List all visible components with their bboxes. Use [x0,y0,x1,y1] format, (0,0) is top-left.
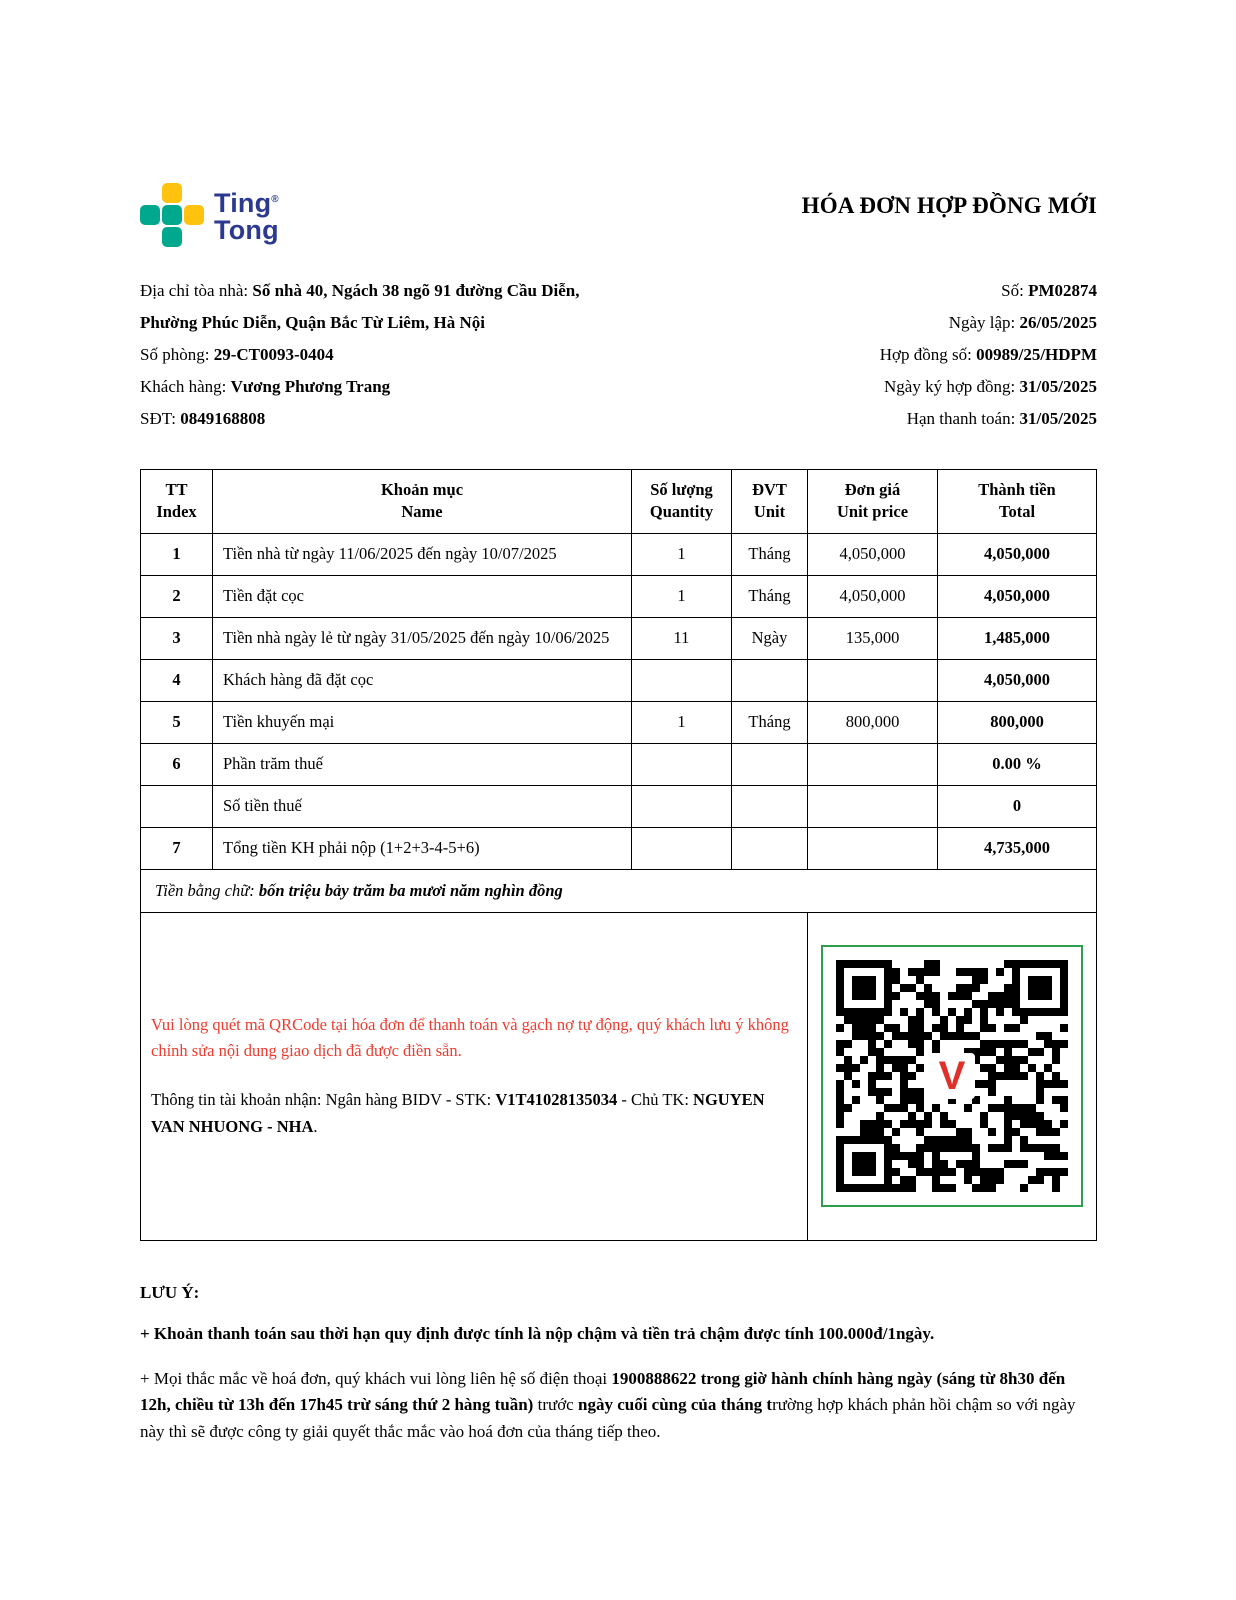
logo-tong: Tong [214,215,279,245]
account-prefix: Thông tin tài khoản nhận: Ngân hàng BIDV - STK: [151,1090,496,1110]
hotline-note-part2: trước [533,1395,578,1415]
cell-total: 4,050,000 [938,575,1097,617]
table-row [141,827,1097,869]
cell-tt: 7 [141,827,213,869]
room-value: 29-CT0093-0404 [213,345,334,364]
header-name: Khoản mục Name [213,470,632,534]
logo-ting: Ting® [214,188,279,218]
cell-tt: 6 [141,743,213,785]
logo-square-yellow-right [184,205,204,225]
cell-total: 4,735,000 [938,827,1097,869]
cell-unit: Tháng [732,701,808,743]
issue-date-value: 26/05/2025 [1019,313,1097,332]
cell-tt [141,785,213,827]
cell-tt: 2 [141,575,213,617]
cell-name: Tiền đặt cọc [213,575,632,617]
address-label: Địa chỉ tòa nhà: [140,281,253,300]
room-label: Số phòng: [140,345,214,364]
logo-square-green-bottom [162,227,182,247]
payment-due-line [714,403,1097,435]
room-number-line [140,339,695,371]
cell-total: 4,050,000 [938,659,1097,701]
vietqr-logo-icon: V [929,1053,975,1099]
cell-unit-price: 135,000 [808,617,938,659]
invoice-number-value: PM02874 [1028,281,1097,300]
header-unit-price: Đơn giá Unit price [808,470,938,534]
logo-wordmark [214,186,279,244]
table-row [141,701,1097,743]
cell-name: Số tiền thuế [213,785,632,827]
footer-notes [140,1283,1097,1446]
table-row [141,575,1097,617]
qr-payment-warning: Vui lòng quét mã QRCode tại hóa đơn để thanh toán và gạch nợ tự động, quý khách lưu ý không chỉnh sửa nội dung giao dịch đã được điền sẵn. [151,1015,789,1060]
qr-code-cell [808,912,1097,1240]
cell-name: Phần trăm thuế [213,743,632,785]
account-number: V1T41028135034 [495,1090,618,1110]
cell-quantity: 1 [632,701,732,743]
cell-tt: 5 [141,701,213,743]
cell-unit-price: 4,050,000 [808,533,938,575]
hotline-note-part3: rường hợp khách phản hồi chậm so với ngày này thì sẽ được công ty giải quyết thắc mắc vào hoá đơn của tháng tiếp theo. [140,1395,1076,1441]
amount-in-words-label: Tiền bằng chữ: [155,880,259,900]
hotline-note-part1: + Mọi thắc mắc về hoá đơn, quý khách vui lòng liên hệ số điện thoại [140,1369,612,1389]
cell-total: 0.00 % [938,743,1097,785]
table-header-row [141,470,1097,534]
table-row [141,533,1097,575]
phone-value: 0849168808 [180,409,266,428]
cell-tt: 4 [141,659,213,701]
table-row [141,743,1097,785]
contract-number-line [714,339,1097,371]
customer-name-line [140,371,695,403]
cell-unit-price [808,827,938,869]
payment-qr-row [141,912,1097,1240]
cell-total: 0 [938,785,1097,827]
header-total: Thành tiền Total [938,470,1097,534]
cell-unit-price [808,743,938,785]
cell-total: 1,485,000 [938,617,1097,659]
cell-quantity [632,785,732,827]
customer-value: Vương Phương Trang [230,377,391,396]
cell-unit [732,827,808,869]
cell-name: Khách hàng đã đặt cọc [213,659,632,701]
building-address-line1 [140,275,695,307]
cell-tt: 3 [141,617,213,659]
cell-unit-price: 4,050,000 [808,575,938,617]
cell-quantity [632,827,732,869]
header [140,183,1097,247]
cell-name: Tiền nhà từ ngày 11/06/2025 đến ngày 10/07/2025 [213,533,632,575]
late-payment-note: + Khoản thanh toán sau thời hạn quy định được tính là nộp chậm và tiền trả chậm được tính 100.000đ/1ngày. [140,1323,935,1343]
registered-mark: ® [271,194,279,205]
cell-quantity: 1 [632,533,732,575]
deadline-emphasis: ngày cuối cùng của tháng t [577,1395,773,1415]
account-end: . [313,1116,318,1136]
phone-label: SĐT: [140,409,181,428]
building-address-line2: Phường Phúc Diễn, Quận Bắc Từ Liêm, Hà Nội [140,313,485,332]
cell-total: 4,050,000 [938,533,1097,575]
invoice-info [140,275,1097,435]
cell-name: Tiền khuyến mại [213,701,632,743]
cell-unit [732,659,808,701]
cell-total: 800,000 [938,701,1097,743]
amount-in-words-value: bốn triệu bảy trăm ba mươi năm nghìn đồng [258,880,563,900]
qr-code [821,945,1083,1207]
contract-sign-date-label: Ngày ký hợp đồng: [884,377,1020,396]
cell-name: Tiền nhà ngày lẻ từ ngày 31/05/2025 đến ngày 10/06/2025 [213,617,632,659]
cell-unit: Ngày [732,617,808,659]
invoice-number-label: Số: [1001,281,1029,300]
contract-number-value: 00989/25/HDPM [976,345,1097,364]
header-quantity: Số lượng Quantity [632,470,732,534]
cell-unit [732,785,808,827]
invoice-table [140,469,1097,1241]
phone-line [140,403,695,435]
table-row [141,659,1097,701]
payment-due-label: Hạn thanh toán: [906,409,1020,428]
contract-sign-date-value: 31/05/2025 [1019,377,1097,396]
cell-quantity [632,659,732,701]
cell-unit-price: 800,000 [808,701,938,743]
cell-quantity: 11 [632,617,732,659]
payment-due-value: 31/05/2025 [1019,409,1097,428]
account-mid: - Chủ TK: [617,1090,694,1110]
bank-account-info [151,1087,797,1140]
document-title: HÓA ĐƠN HỢP ĐỒNG MỚI [801,193,1097,218]
notes-title: LƯU Ý: [140,1282,200,1302]
header-tt: TT Index [141,470,213,534]
invoice-meta [714,275,1097,435]
cell-unit-price [808,659,938,701]
tingtong-logo-icon [140,183,204,247]
contract-number-label: Hợp đồng số: [879,345,977,364]
cell-unit: Tháng [732,575,808,617]
hotline-number-and-hours: 1900888622 trong giờ hành chính hàng ngày (sáng từ 8h30 đến 12h, chiều từ 13h đến 17h45 trừ sáng thứ 2 hàng tuần) [140,1369,1066,1415]
logo-square-green-left [140,205,160,225]
cell-name: Tổng tiền KH phải nộp (1+2+3-4-5+6) [213,827,632,869]
tingtong-logo [140,183,279,247]
cell-unit: Tháng [732,533,808,575]
amount-in-words-row [141,869,1097,912]
cell-quantity [632,743,732,785]
account-holder: NGUYEN VAN NHUONG - NHA [151,1090,765,1136]
issue-date-line [714,307,1097,339]
address-value-line1: Số nhà 40, Ngách 38 ngõ 91 đường Cầu Diễn, [252,281,580,300]
cell-tt: 1 [141,533,213,575]
payment-instructions-cell [141,912,808,1240]
cell-unit-price [808,785,938,827]
issue-date-label: Ngày lập: [948,313,1020,332]
table-row [141,785,1097,827]
cell-quantity: 1 [632,575,732,617]
amount-in-words-cell [141,869,1097,912]
logo-square-yellow-top [162,183,182,203]
customer-info [140,275,695,435]
logo-square-green-center [162,205,182,225]
cell-unit [732,743,808,785]
hotline-note [140,1366,1097,1445]
contract-sign-date-line [714,371,1097,403]
customer-label: Khách hàng: [140,377,231,396]
table-row [141,617,1097,659]
invoice-number-line [714,275,1097,307]
header-unit: ĐVT Unit [732,470,808,534]
